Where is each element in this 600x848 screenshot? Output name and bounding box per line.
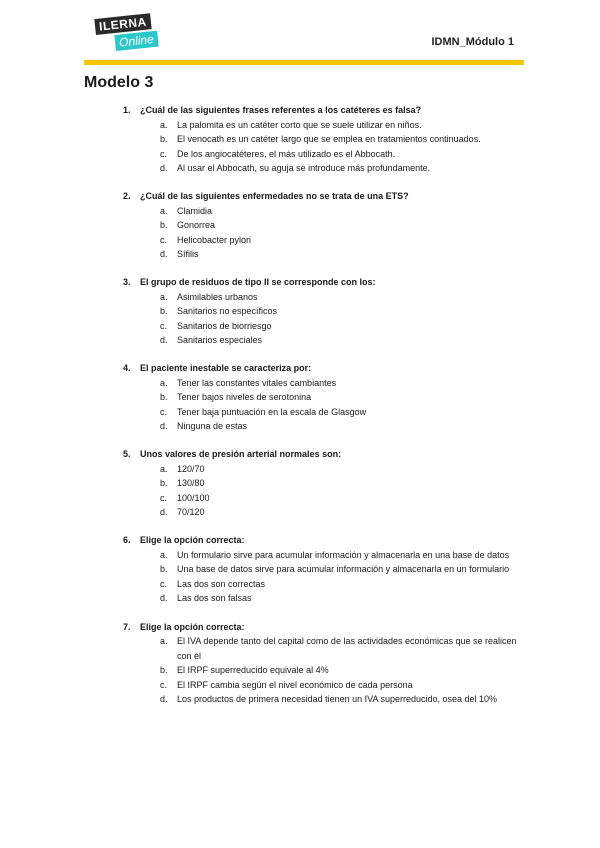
question-number: 5. (123, 449, 131, 460)
option-letter: a. (160, 463, 168, 474)
option-letter: a. (160, 119, 168, 130)
question-4 (123, 361, 523, 434)
option-a (160, 118, 523, 133)
option-letter: c. (160, 320, 168, 331)
option-letter: b. (160, 392, 168, 403)
option-letter: b. (160, 306, 168, 317)
option-text: Sanitarios de biorriesgo (177, 320, 272, 331)
question-text: El paciente inestable se caracteriza por: (140, 363, 312, 374)
option-letter: d. (160, 335, 168, 346)
option-text: El IRPF cambia según el nivel económico de cada persona (177, 679, 413, 690)
option-text: Sanitarios no específicos (177, 306, 278, 317)
option-text: Tener bajos niveles de serotonina (177, 392, 312, 403)
option-list (123, 290, 523, 348)
option-text: 70/120 (177, 507, 205, 518)
logo-text-ilerna: ILERNA (94, 13, 151, 35)
option-letter: d. (160, 163, 168, 173)
option-letter: a. (160, 636, 168, 647)
question-number: 1. (123, 105, 131, 115)
option-list (123, 376, 523, 434)
header-divider (84, 60, 524, 65)
option-a (160, 204, 523, 219)
page-title: Modelo 3 (84, 74, 154, 91)
question-7 (123, 620, 523, 707)
option-c (160, 491, 523, 506)
option-b (160, 132, 523, 147)
option-letter: d. (160, 249, 168, 260)
option-text: El IRPF superreducido equivale al 4% (177, 665, 329, 676)
option-d (160, 161, 523, 176)
option-text: Gonorrea (177, 220, 216, 231)
question-number: 2. (123, 191, 131, 202)
option-d (160, 333, 523, 348)
option-c (160, 405, 523, 420)
option-letter: d. (160, 421, 168, 432)
option-letter: a. (160, 549, 168, 560)
option-d (160, 591, 523, 606)
question-text: El grupo de residuos de tipo II se corresponde con los: (140, 277, 376, 288)
question-text: ¿Cuál de las siguientes enfermedades no se trata de una ETS? (140, 191, 409, 202)
option-text: 120/70 (177, 463, 205, 474)
option-text: Las dos son falsas (177, 593, 252, 604)
option-d (160, 419, 523, 434)
option-d (160, 247, 523, 262)
question-list (123, 103, 523, 720)
option-text: Clamidia (177, 205, 213, 216)
option-c (160, 233, 523, 248)
question-6 (123, 533, 523, 606)
option-text: Ninguna de estas (177, 421, 248, 432)
option-text: Sífilis (177, 249, 199, 260)
option-text: El venocath es un catéter largo que se emplea en tratamientos continuados. (177, 134, 481, 144)
option-letter: b. (160, 134, 168, 144)
option-letter: c. (160, 148, 168, 159)
option-text: Un formulario sirve para acumular información y almacenarla en una base de datos (177, 549, 510, 560)
option-text: Una base de datos sirve para acumular información y almacenarla en un formulario (177, 564, 510, 575)
option-b (160, 304, 523, 319)
question-number: 6. (123, 535, 131, 546)
option-letter: b. (160, 665, 168, 676)
option-a (160, 290, 523, 305)
option-b (160, 663, 523, 678)
option-c (160, 147, 523, 162)
option-d (160, 505, 523, 520)
option-text: El IVA depende tanto del capital como de las actividades económicas que se realicen con él (177, 636, 517, 661)
option-text: 130/80 (177, 478, 205, 489)
option-c (160, 678, 523, 693)
option-letter: c. (160, 492, 168, 503)
option-b (160, 218, 523, 233)
option-letter: c. (160, 679, 168, 690)
logo-text-online: Online (114, 31, 158, 51)
question-2 (123, 189, 523, 262)
option-text: Al usar el Abbocath, su aguja se introduce más profundamente. (177, 163, 431, 173)
option-letter: c. (160, 234, 168, 245)
option-text: Helicobacter pylori (177, 234, 252, 245)
question-number: 7. (123, 621, 131, 632)
option-letter: d. (160, 507, 168, 518)
option-letter: b. (160, 478, 168, 489)
question-text: ¿Cuál de las siguientes frases referentes a los catéteres es falsa? (140, 105, 422, 115)
option-a (160, 634, 523, 663)
option-list (123, 118, 523, 176)
option-b (160, 390, 523, 405)
option-c (160, 319, 523, 334)
option-text: Sanitarios especiales (177, 335, 263, 346)
option-letter: a. (160, 205, 168, 216)
option-d (160, 692, 523, 707)
option-list (123, 634, 523, 707)
option-b (160, 476, 523, 491)
option-list (123, 204, 523, 262)
option-text: De los angiocatéteres, el más utilizado es el Abbocath. (177, 148, 396, 159)
question-number: 4. (123, 363, 131, 374)
question-1 (123, 103, 523, 176)
option-a (160, 548, 523, 563)
option-text: Tener las constantes vitales cambiantes (177, 377, 337, 388)
question-3 (123, 275, 523, 348)
option-letter: c. (160, 406, 168, 417)
option-text: Las dos son correctas (177, 578, 266, 589)
option-text: Tener baja puntuación en la escala de Glasgow (177, 406, 367, 417)
option-letter: a. (160, 377, 168, 388)
option-list (123, 548, 523, 606)
question-number: 3. (123, 277, 131, 288)
page-header (0, 0, 600, 70)
option-list (123, 462, 523, 520)
ilerna-online-logo (96, 14, 160, 57)
question-text: Unos valores de presión arterial normales son: (140, 449, 342, 460)
option-text: Los productos de primera necesidad tienen un IVA superreducido, osea del 10% (177, 694, 498, 705)
question-text: Elige la opción correcta: (140, 621, 245, 632)
option-a (160, 462, 523, 477)
option-letter: b. (160, 564, 168, 575)
question-5 (123, 447, 523, 520)
question-text: Elige la opción correcta: (140, 535, 245, 546)
option-a (160, 376, 523, 391)
option-letter: d. (160, 694, 168, 705)
option-letter: d. (160, 593, 168, 604)
option-letter: b. (160, 220, 168, 231)
option-text: 100/100 (177, 492, 210, 503)
option-letter: c. (160, 578, 168, 589)
option-b (160, 562, 523, 577)
option-letter: a. (160, 291, 168, 302)
module-title: IDMN_Módulo 1 (431, 36, 514, 48)
option-text: Asimilables urbanos (177, 291, 258, 302)
option-c (160, 577, 523, 592)
option-text: La palomita es un catéter corto que se suele utilizar en niños. (177, 119, 422, 130)
